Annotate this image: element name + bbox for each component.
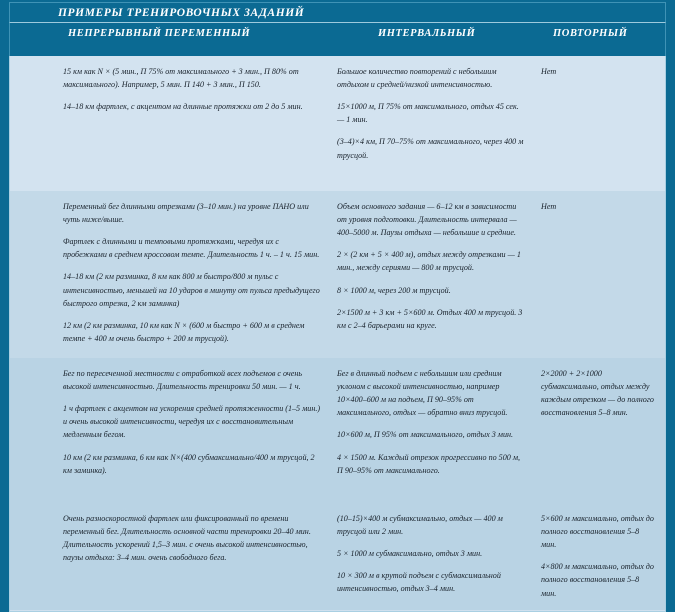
cell-paragraph: (10–15)×400 м субмаксимально, отдых — 400 м трусцой или 2 мин. <box>337 514 503 537</box>
cell-interval <box>331 358 533 503</box>
cell-paragraph: Нет <box>541 67 557 76</box>
table-body <box>9 56 666 612</box>
cell-paragraph: 14–18 км фартлек, с акцентом на длинные протяжки от 2 до 5 мин. <box>63 102 303 112</box>
cell-paragraph: Очень разноскоростной фартлек или фиксированный по времени переменный бег. Длительность основной части тренировки 20–40 мин. Длительность ускорений 1,5–3 мин. с очень высокой интенсивностью, паузы отдыха: 3–4 мин. очень свободного бега. <box>63 514 311 563</box>
cell-repeat <box>533 358 663 503</box>
cell-paragraph: 5 × 1000 м субмаксимально, отдых 3 мин. <box>337 549 483 559</box>
cell-paragraph: Бег в длинный подъем с небольшим или средним уклоном с высокой интенсивностью, например 10×400–600 м на подъем, П 90–95% от максимального, отдых — обратно вниз трусцой. <box>337 369 508 418</box>
cell-paragraph: 15 км как N × (5 мин., П 75% от максимального + 3 мин., П 80% от максимального). Например, 5 мин. П 140 + 3 мин., П 150. <box>63 67 299 90</box>
table-column-header-bar <box>0 22 675 56</box>
cell-continuous-variable <box>10 358 331 503</box>
cell-paragraph: Бег по пересеченной местности с отработкой всех подъемов с очень высокой интенсивностью. Длительность тренировки 50 мин. — 1 ч. <box>63 369 303 392</box>
cell-interval <box>331 191 533 358</box>
cell-paragraph: Большое количество повторений с небольшим отдыхом и средней/низкой интенсивностью. <box>337 67 497 90</box>
cell-repeat <box>533 191 663 358</box>
cell-paragraph: Переменный бег длинными отрезками (3–10 мин.) на уровне ПАНО или чуть ниже/выше. <box>63 202 309 225</box>
cell-paragraph: 15×1000 м, П 75% от максимального, отдых 45 сек. — 1 мин. <box>337 102 519 125</box>
cell-paragraph: 4 × 1500 м. Каждый отрезок прогрессивно по 500 м, П 90–95% от максимального. <box>337 452 521 475</box>
cell-paragraph: 12 км (2 км разминка, 10 км как N × (600 м быстро + 600 м в среднем темпе + 400 м очень быстро + 200 м трусцой). <box>63 320 305 343</box>
table-title: ПРИМЕРЫ ТРЕНИРОВОЧНЫХ ЗАДАНИЙ <box>58 6 305 19</box>
cell-interval <box>331 503 533 610</box>
cell-paragraph: 8 × 1000 м, через 200 м трусцой. <box>337 285 451 295</box>
cell-paragraph: Объем основного задания — 6–12 км в зависимости от уровня подготовки. Длительность интервала — 400–5000 м. Паузы отдыха — небольшие и средние. <box>337 202 517 238</box>
table-row <box>10 358 665 503</box>
column-header-continuous-variable: НЕПРЕРЫВНЫЙ ПЕРЕМЕННЫЙ <box>68 28 251 39</box>
cell-paragraph: 5×600 м максимально, отдых до полного восстановления 5–8 мин. <box>541 514 654 550</box>
cell-continuous-variable <box>10 503 331 610</box>
cell-interval <box>331 56 533 191</box>
cell-repeat <box>533 503 663 610</box>
table-column-header-inner <box>9 22 666 56</box>
cell-repeat <box>533 56 663 191</box>
table-body-area <box>0 56 675 612</box>
table-title-inner <box>9 2 666 22</box>
column-header-interval: ИНТЕРВАЛЬНЫЙ <box>378 28 476 39</box>
table-row <box>10 191 665 358</box>
cell-paragraph: 2 × (2 км + 5 × 400 м), отдых между отрезками — 1 мин., между сериями — 800 м трусцой. <box>337 250 521 273</box>
cell-paragraph: 10 км (2 км разминка, 6 км как N×(400 субмаксимально/400 м трусцой, 2 км заминка). <box>63 452 315 475</box>
cell-continuous-variable <box>10 56 331 191</box>
table-title-bar <box>0 0 675 22</box>
cell-paragraph: Нет <box>541 202 557 211</box>
cell-paragraph: 2×2000 + 2×1000 субмаксимально, отдых между каждым отрезком — до полного восстановления 5–8 мин. <box>541 369 654 418</box>
cell-paragraph: 2×1500 м + 3 км + 5×600 м. Отдых 400 м трусцой. 3 км с 2–4 барьерами на круге. <box>337 307 523 330</box>
cell-paragraph: 10×600 м, П 95% от максимального, отдых 3 мин. <box>337 430 514 440</box>
cell-continuous-variable <box>10 191 331 358</box>
cell-paragraph: Фартлек с длинными и темповыми протяжками, чередуя их с пробежками в среднем кроссовом темпе. Длительность 1 ч. – 1 ч. 15 мин. <box>63 237 320 260</box>
cell-paragraph: 14–18 км (2 км разминка, 8 км как 800 м быстро/800 м пульс с интенсивностью, меньшей на 10 ударов в минуту от пульса предыдущего быстрого отрезка, 2 км заминка) <box>63 272 320 308</box>
table-row <box>10 503 665 610</box>
cell-paragraph: 10 × 300 м в крутой подъем с субмаксимальной интенсивностью, отдых 3–4 мин. <box>337 571 501 594</box>
table-row <box>10 56 665 191</box>
cell-paragraph: 4×800 м максимально, отдых до полного восстановления 5–8 мин. <box>541 562 654 598</box>
column-header-repeat: ПОВТОРНЫЙ <box>553 28 628 39</box>
cell-paragraph: (3–4)×4 км, П 70–75% от максимального, через 400 м трусцой. <box>337 137 524 160</box>
cell-paragraph: 1 ч фартлек с акцентом на ускорения средней протяженности (1–5 мин.) и очень высокой интенсивности, чередуя их с восстановительным медленным бегом. <box>63 404 321 440</box>
